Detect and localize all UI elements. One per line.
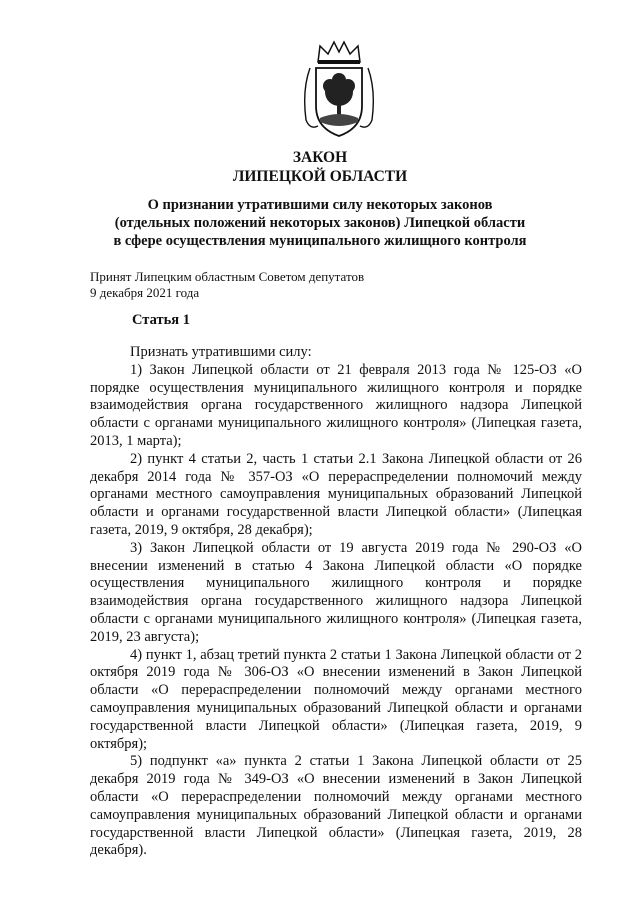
adoption-info: [90, 269, 364, 300]
law-title-line2: ЛИПЕЦКОЙ ОБЛАСТИ: [232, 168, 408, 185]
subtitle-line1: О признании утратившими силу некоторых законов: [147, 197, 493, 213]
paragraph-item-2: 2) пункт 4 статьи 2, часть 1 статьи 2.1 Закона Липецкой области от 26 декабря 2014 года № 357-ОЗ «О перераспределении полномочий между органами местного самоуправления муниципальных образований Липецкой области и органами государственной власти Липецкой области» (Липецкая газета, 2019, 9 октября, 28 декабря);: [90, 450, 582, 538]
article-body: [90, 344, 582, 860]
paragraph-item-5: 5) подпункт «а» пункта 2 статьи 1 Закона Липецкой области от 25 декабря 2019 года № 349-ОЗ «О внесении изменений в Закон Липецкой области «О перераспределении полномочий между органами местного самоуправления муниципальных образований Липецкой области и органами государственной власти Липецкой области» (Липецкая газета, 2019, 28 декабря).: [90, 753, 582, 859]
coat-of-arms-icon: [296, 40, 382, 140]
paragraph-item-3: 3) Закон Липецкой области от 19 августа 2019 года № 290-ОЗ «О внесении изменений в статью 4 Закона Липецкой области «О порядке осуществления муниципального жилищного контроля и порядке взаимодействия органа государственного жилищного надзора Липецкой области с органами муниципального жилищного контроля» (Липецкая газета, 2019, 23 августа);: [90, 539, 582, 645]
paragraph-item-4: 4) пункт 1, абзац третий пункта 2 статьи 1 Закона Липецкой области от 2 октября 2019 года № 306-ОЗ «О внесении изменений в Закон Липецкой области «О перераспределении полномочий между органами местного самоуправления муниципальных образований Липецкой области и органами государственной власти Липецкой области» (Липецкая газета, 2019, 9 октября);: [90, 646, 582, 752]
adoption-line1: Принят Липецким областным Советом депутатов: [90, 269, 365, 284]
subtitle-line3: в сфере осуществления муниципального жилищного контроля: [113, 233, 527, 249]
law-title-line1: ЗАКОН: [292, 149, 348, 166]
law-title: [60, 148, 580, 186]
adoption-line2: 9 декабря 2021 года: [90, 284, 200, 300]
law-subtitle: [70, 196, 570, 250]
paragraph-intro: Признать утратившими силу:: [130, 344, 312, 360]
subtitle-line2: (отдельных положений некоторых законов) Липецкой области: [114, 215, 526, 231]
paragraph-item-1: 1) Закон Липецкой области от 21 февраля 2013 года № 125-ОЗ «О порядке осуществления муниципального жилищного контроля и порядке взаимодействия органа государственного жилищного надзора Липецкой области с органами муниципального жилищного контроля» (Липецкая газета, 2013, 1 марта);: [90, 361, 582, 449]
article-title: Статья 1: [132, 312, 190, 328]
